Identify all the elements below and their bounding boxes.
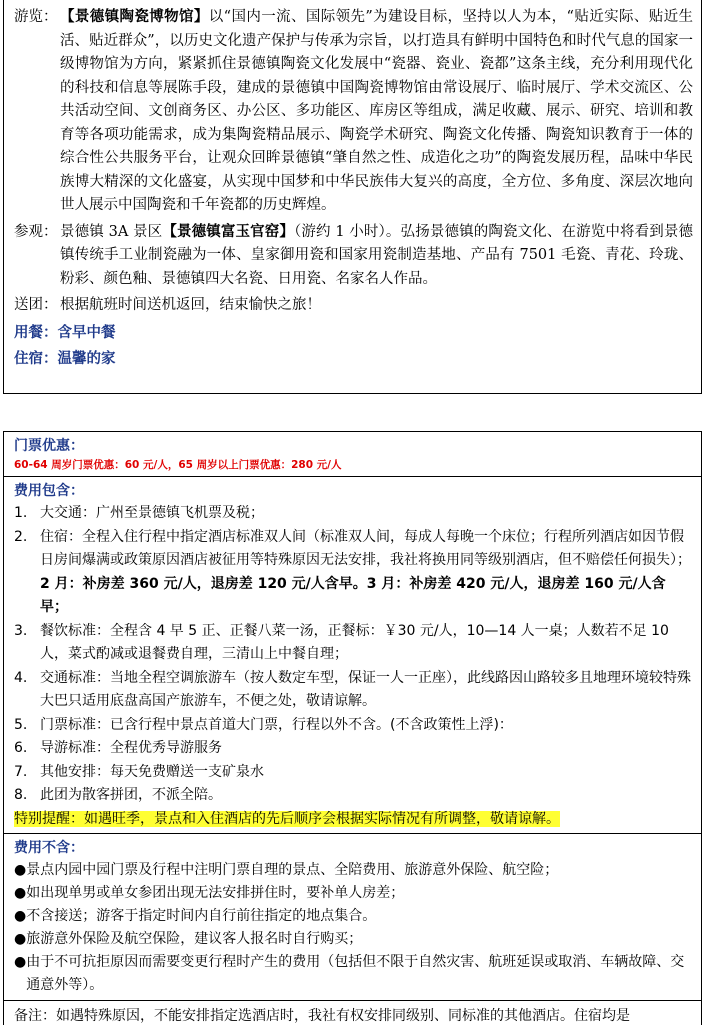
list-item: 4. 交通标准：当地全程空调旅游车（按人数定车型，保证一人一正座），此线路因山路较多且地理环境较特殊大巴只适用底盘高国产旅游车，不便之处，敬请谅解。 [14,669,691,709]
send-text: 根据航班时间送机返回，结束愉快之旅！ [60,297,321,313]
bullet-icon: ● [14,907,27,924]
bullet-icon: ● [14,861,27,878]
stay-info: 住宿：温馨的家 [14,350,116,367]
bullet-icon: ● [14,930,27,947]
museum-name: 【景德镇陶瓷博物馆】 [60,9,209,25]
bullet-icon: ● [14,953,27,970]
send-label: 送团： [14,297,58,313]
list-item: 5. 门票标准：已含行程中景点首道大门票，行程以外不含。(不含政策性上浮)： [14,716,513,733]
bullet-icon: ● [14,884,27,901]
list-item: 7. 其他安排：每天免费赠送一支矿泉水 [14,763,264,780]
list-item: ● 由于不可抗拒原因而需要变更行程时产生的费用（包括但不限于自然灾害、航班延误或取消、车辆故障、交通意外等）。 [14,951,693,997]
meal-info: 用餐：含早中餐 [14,324,116,341]
visit-label: 参观： [14,223,58,240]
list-item: 1. 大交通：广州至景德镇飞机票及税； [14,505,264,521]
list-item: ● 旅游意外保险及航空保险，建议客人报名时自行购买； [14,928,693,951]
list-item: 8. 此团为散客拼团，不派全陪。 [14,787,222,803]
tour-paragraph [14,6,693,218]
list-item: 2. 住宿：全程入住行程中指定酒店标准双人间（标准双人间，每成人每晚一个床位；行程所列酒店如因节假日房间爆满或政策原因酒店被征用等特殊原因无法安排，我社将换用同等级别酒店，但不赔偿任何损失）；2 月：补房差 360 元/人，退房差 120 元/人含早。3 月：补房差 420 元/人，退房差 160 元/人含早； [14,528,691,615]
kiln-name: 【景德镇富玉官窑】 [162,223,294,240]
list-item: 6. 导游标准：全程优秀导游服务 [14,740,222,756]
fee-include-section [4,477,701,834]
list-item: ● 不含接送；游客于指定时间内自行前往指定的地点集合。 [14,905,693,928]
ticket-section [4,432,701,477]
tour-description: 以“国内一流、国际领先”为建设目标，坚持以人为本，“贴近实际、贴近生活、贴近群众”，以历史文化遗产保护与传承为宗旨，以打造具有鲜明中国特色和时代气息的国家一级博物馆为方向，紧紧抓住景德镇陶瓷文化发展中“瓷器、瓷业、瓷都”这条主线，充分利用现代化的科技和信息等展陈手段，建成的景德镇中国陶瓷博物馆由常设展厅、临时展厅、学术交流区、公共活动空间、文创商务区、办公区、多功能区、库房区等组成，满足收藏、展示、研究、培训和教育等各项功能需求，成为集陶瓷精品展示、陶瓷学术研究、陶瓷文化传播、陶瓷知识教育于一体的综合性公共服务平台，让观众回眸景德镇“肇自然之性、成造化之功”的陶瓷发展历程，品味中华民族博大精深的文化盛宴，从实现中国梦和中华民族伟大复兴的高度，全方位、多角度、深层次地向世人展示中国陶瓷和千年瓷都的历史辉煌。 [60,9,693,213]
tour-label: 游览： [14,9,58,25]
visit-prefix: 景德镇 3A 景区 [60,223,163,240]
send-paragraph [14,294,693,318]
fee-exclude-title: 费用不含： [14,839,84,856]
fee-table [3,431,702,1025]
fee-exclude-section [4,834,701,1001]
itinerary-section [3,0,702,394]
special-reminder: 特别提醒：如遇旺季，景点和入住酒店的先后顺序会根据实际情况有所调整，敬请谅解。 [14,810,560,827]
list-item: 3. 餐饮标准：全程含 4 早 5 正、正餐八菜一汤，正餐标：￥30 元/人，10—14 人一桌；人数若不足 10 人，菜式酌减或退餐费自理，三清山上中餐自理； [14,622,669,662]
room-price-note: 2 月：补房差 360 元/人，退房差 120 元/人含早。3 月：补房差 420 元/人，退房差 160 元/人含早； [40,575,666,615]
visit-paragraph [14,221,693,292]
visit-description: （游约 1 小时）。弘扬景德镇的陶瓷文化、在游览中将看到景德镇传统手工业制瓷融为一体、皇家御用瓷和国家用瓷制造基地、产品有 7501 毛瓷、青花、玲珑、粉彩、颜色釉、景德镇四大名瓷、日用瓷、名家名人作品。 [60,223,693,287]
ticket-detail: 60-64 周岁门票优惠：60 元/人，65 周岁以上门票优惠：280 元/人 [14,459,342,471]
fee-include-list [14,502,693,808]
list-item: ● 如出现单男或单女参团出现无法安排拼住时，要补单人房差； [14,882,693,905]
remarks: 备注：如遇特殊原因，不能安排指定选酒店时，我社有权安排同级别、同标准的其他酒店。住宿均是 [14,1007,630,1024]
fee-include-title: 费用包含： [14,483,84,499]
ticket-title: 门票优惠： [14,438,84,454]
list-item: ● 景点内园中园门票及行程中注明门票自理的景点、全陪费用、旅游意外保险、航空险； [14,859,693,882]
